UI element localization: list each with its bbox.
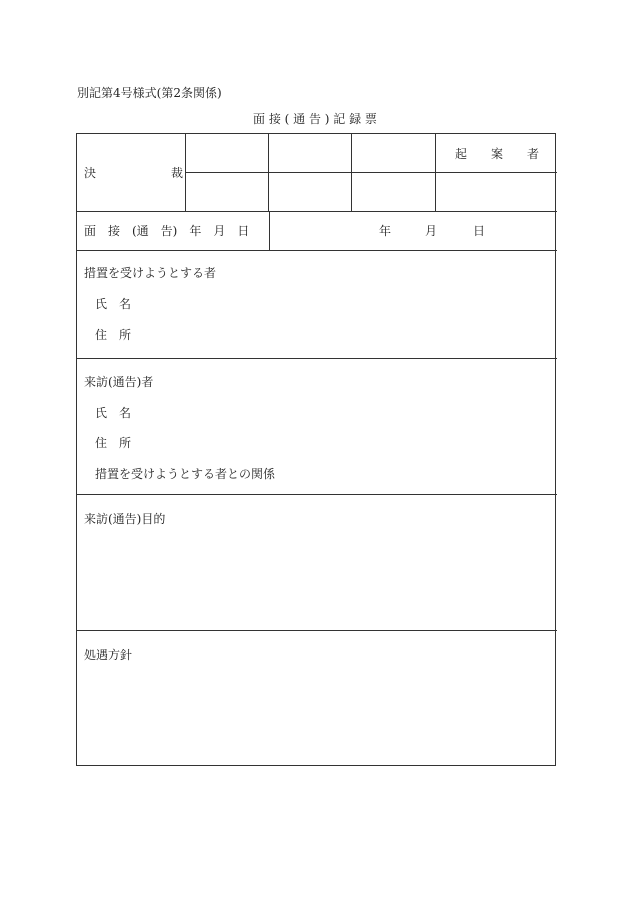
approval-col-divider-1 xyxy=(185,134,186,211)
approval-col-divider-4 xyxy=(435,134,436,211)
interview-date-label: 面 接 (通 告) 年 月 日 xyxy=(84,224,250,238)
subject-address-label: 住 所 xyxy=(95,328,132,342)
subject-heading: 措置を受けようとする者 xyxy=(84,266,217,280)
approval-col-divider-2 xyxy=(268,134,269,211)
date-month-label: 月 xyxy=(425,224,438,238)
form-title: 面 接 ( 通 告 ) 記 録 票 xyxy=(253,112,377,126)
approval-col-divider-3 xyxy=(351,134,352,211)
approval-label-right: 裁 xyxy=(171,166,184,180)
date-year-label: 年 xyxy=(379,224,392,238)
row-divider-1 xyxy=(77,211,557,212)
row-divider-3 xyxy=(77,358,557,359)
drafter-label: 起 案 者 xyxy=(455,147,540,161)
subject-name-label: 氏 名 xyxy=(95,297,132,311)
record-form-table xyxy=(76,133,556,766)
purpose-heading: 来訪(通告)目的 xyxy=(84,512,166,526)
policy-heading: 処遇方針 xyxy=(84,648,133,662)
date-day-label: 日 xyxy=(473,224,486,238)
date-col-divider xyxy=(269,211,270,250)
row-divider-2 xyxy=(77,250,557,251)
row-divider-5 xyxy=(77,630,557,631)
visitor-address-label: 住 所 xyxy=(95,436,132,450)
form-caption: 別記第4号様式(第2条関係) xyxy=(77,86,222,100)
row-divider-4 xyxy=(77,494,557,495)
visitor-heading: 来訪(通告)者 xyxy=(84,375,154,389)
visitor-name-label: 氏 名 xyxy=(95,406,132,420)
approval-label-left: 決 xyxy=(84,166,97,180)
visitor-relation-label: 措置を受けようとする者との関係 xyxy=(95,467,276,481)
approval-row-divider xyxy=(185,172,557,173)
